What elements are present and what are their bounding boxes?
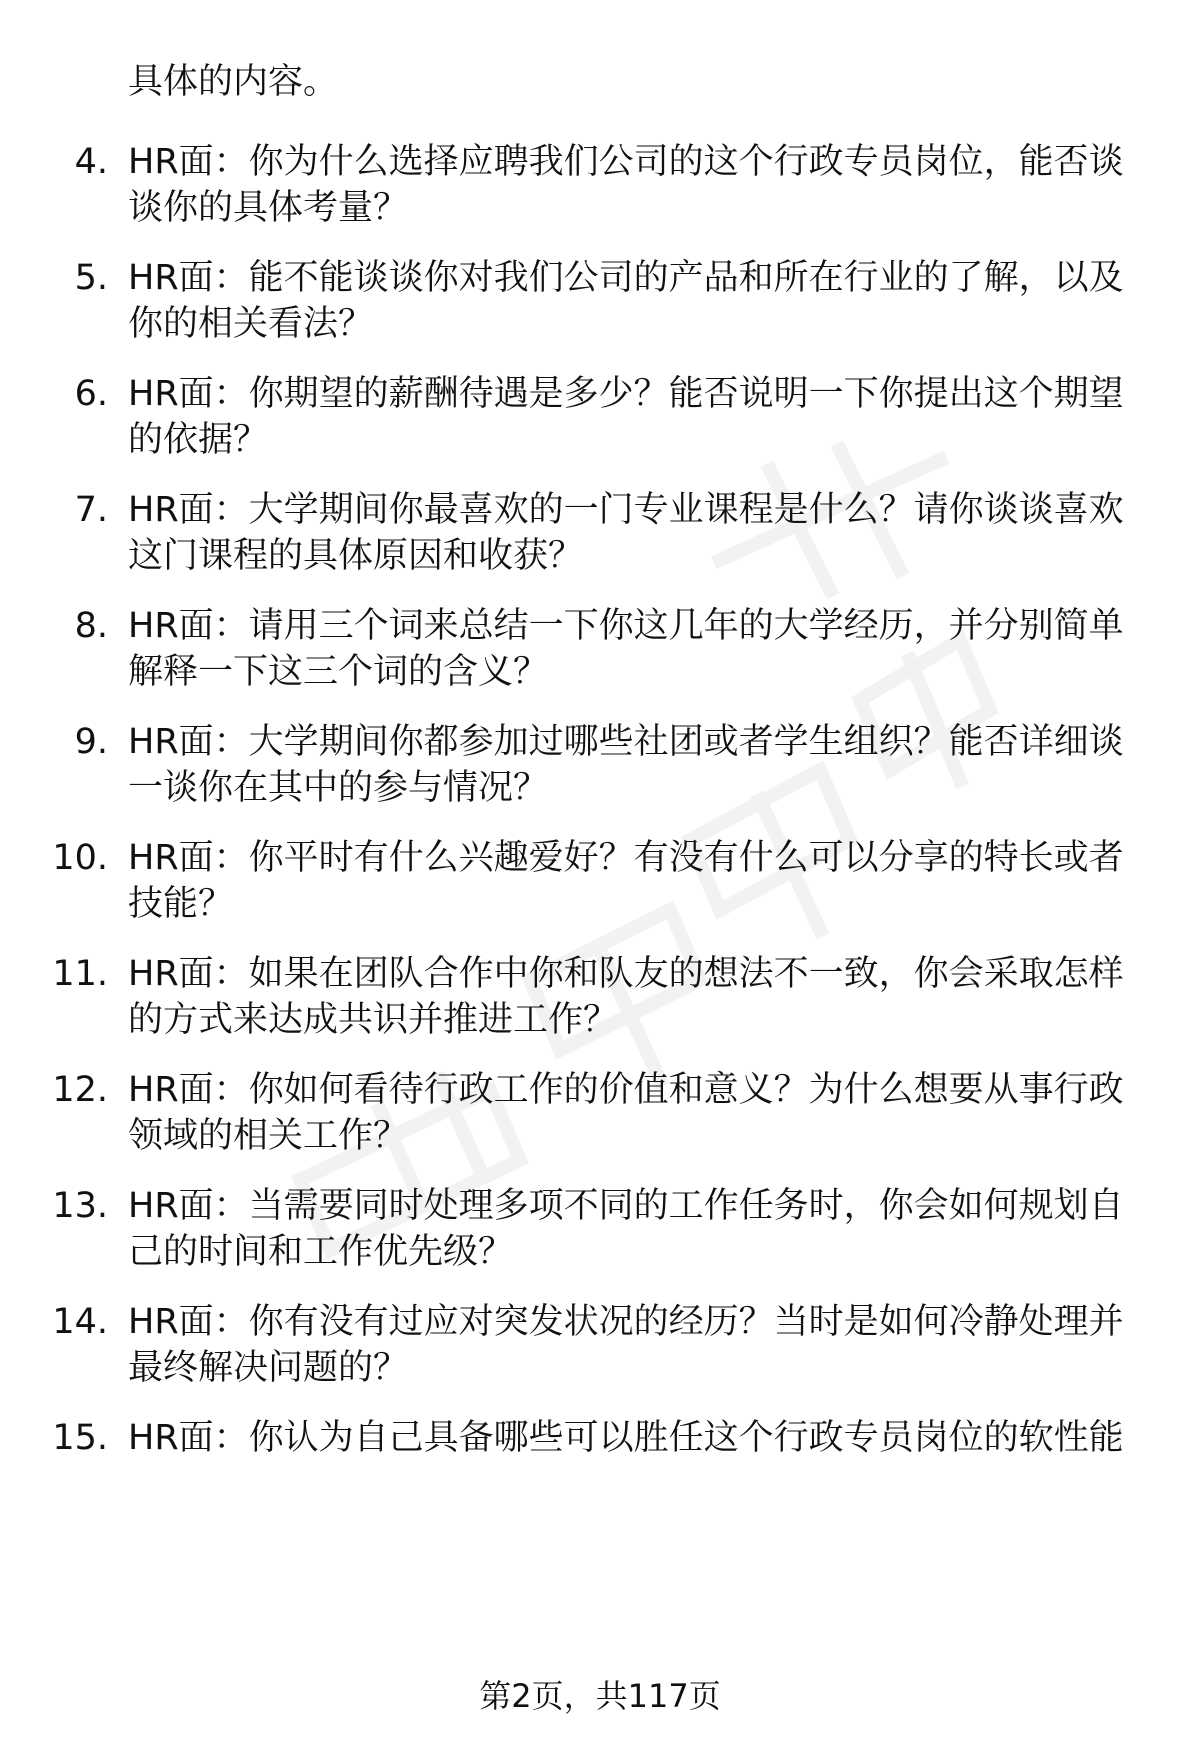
- question-text-line2: 最终解决问题的？: [128, 1348, 409, 1388]
- question-text-line2: 你的相关看法？: [128, 304, 374, 344]
- list-item: [0, 140, 1200, 230]
- question-number: 13.: [52, 1186, 108, 1226]
- question-text-line1: HR面：你如何看待行政工作的价值和意义？为什么想要从事行政: [128, 1070, 1124, 1110]
- list-item: [0, 1416, 1200, 1506]
- question-number: 10.: [52, 838, 108, 878]
- question-text-line1: HR面：如果在团队合作中你和队友的想法不一致，你会采取怎样: [128, 954, 1124, 994]
- continuation-text: 具体的内容。: [128, 62, 339, 102]
- question-text-line1: HR面：你为什么选择应聘我们公司的这个行政专员岗位，能否谈: [128, 142, 1124, 182]
- question-number: 9.: [74, 722, 108, 762]
- question-text-line2: 的方式来达成共识并推进工作？: [128, 1000, 619, 1040]
- question-text-line1: HR面：当需要同时处理多项不同的工作任务时，你会如何规划自: [128, 1186, 1124, 1226]
- question-text-line1: HR面：你期望的薪酬待遇是多少？能否说明一下你提出这个期望: [128, 374, 1124, 414]
- question-text-line2: 领域的相关工作？: [128, 1116, 409, 1156]
- list-item: [0, 488, 1200, 578]
- list-item: [0, 256, 1200, 346]
- list-item: [0, 1184, 1200, 1274]
- question-text-line1: HR面：你平时有什么兴趣爱好？有没有什么可以分享的特长或者: [128, 838, 1124, 878]
- question-number: 6.: [74, 374, 108, 414]
- question-text-line2: 解释一下这三个词的含义？: [128, 652, 549, 692]
- question-text-line2: 技能？: [128, 884, 234, 924]
- question-text-line2: 谈你的具体考量？: [128, 188, 409, 228]
- list-item: [0, 720, 1200, 810]
- list-item: [0, 1068, 1200, 1158]
- list-item: [0, 372, 1200, 462]
- question-number: 14.: [52, 1302, 108, 1342]
- list-item: [0, 604, 1200, 694]
- question-text-line2: 这门课程的具体原因和收获？: [128, 536, 584, 576]
- question-text-line1: HR面：能不能谈谈你对我们公司的产品和所在行业的了解，以及: [128, 258, 1124, 298]
- question-text-line2: 一谈你在其中的参与情况？: [128, 768, 549, 808]
- question-text-line1: HR面：大学期间你最喜欢的一门专业课程是什么？请你谈谈喜欢: [128, 490, 1124, 530]
- question-text-line1: HR面：大学期间你都参加过哪些社团或者学生组织？能否详细谈: [128, 722, 1124, 762]
- question-number: 5.: [74, 258, 108, 298]
- list-item: [0, 952, 1200, 1042]
- question-text-line1: HR面：你有没有过应对突发状况的经历？当时是如何冷静处理并: [128, 1302, 1124, 1342]
- question-number: 12.: [52, 1070, 108, 1110]
- list-item: [0, 836, 1200, 926]
- question-text-line1: HR面：请用三个词来总结一下你这几年的大学经历，并分别简单: [128, 606, 1124, 646]
- question-number: 8.: [74, 606, 108, 646]
- question-number: 4.: [74, 142, 108, 182]
- question-text-line2: 己的时间和工作优先级？: [128, 1232, 514, 1272]
- question-text-line1: HR面：你认为自己具备哪些可以胜任这个行政专员岗位的软性能: [128, 1418, 1124, 1458]
- question-number: 11.: [52, 954, 108, 994]
- question-number: 15.: [52, 1418, 108, 1458]
- list-item: [0, 1300, 1200, 1390]
- question-text-line2: 的依据？: [128, 420, 269, 460]
- page-number-footer: 第2页，共117页: [479, 1677, 721, 1715]
- question-number: 7.: [74, 490, 108, 530]
